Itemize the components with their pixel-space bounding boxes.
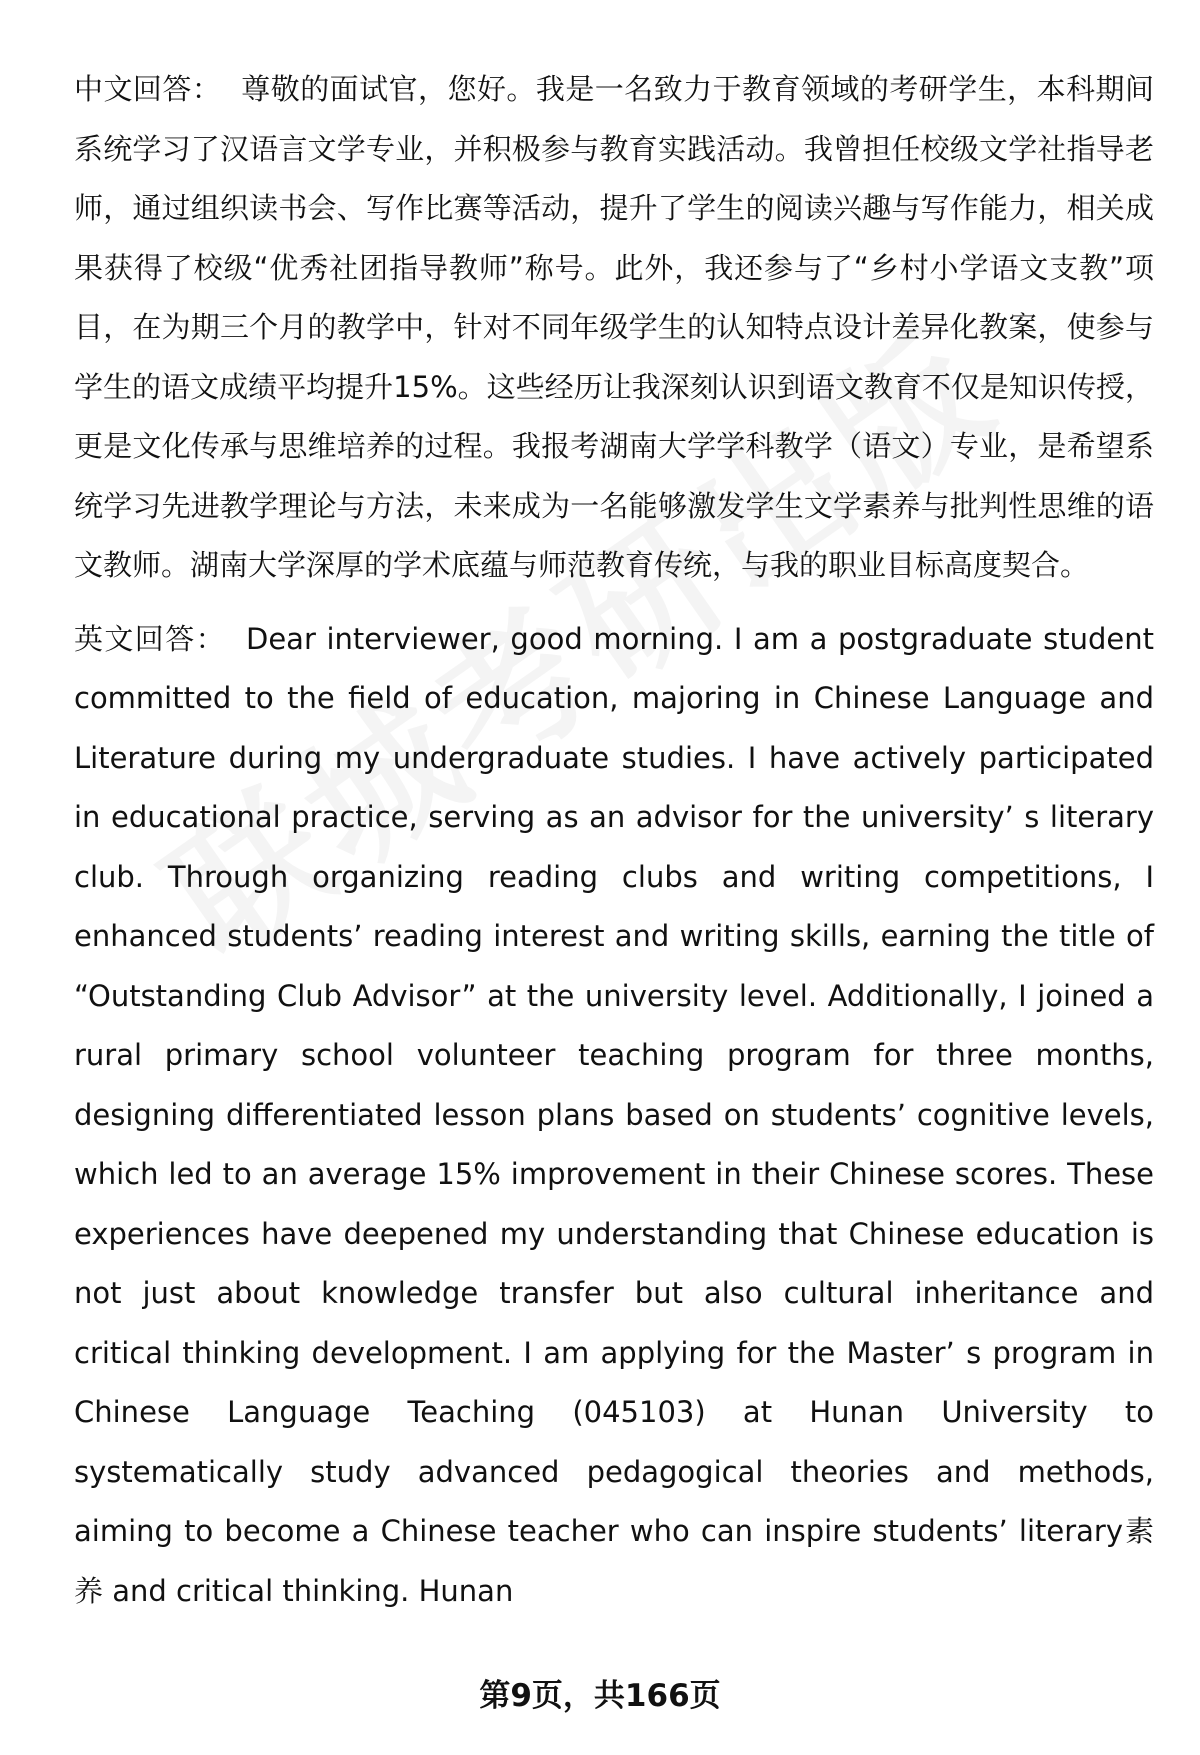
english-answer-paragraph: [74, 610, 1154, 1622]
chinese-answer-paragraph: [74, 60, 1154, 596]
english-answer-label: 英文回答：: [74, 621, 226, 656]
page-number: 第9页，共166页: [479, 1678, 721, 1714]
chinese-answer-label: 中文回答：: [74, 72, 222, 106]
english-answer-text: Dear interviewer, good morning. I am a postgraduate student committed to the field of education, majoring in Chinese Language and Literature during my undergraduate studies. I have actively participated in educational practice, serving as an advisor for the university’ s literary club. Through organizing reading clubs and writing competitions, I enhanced students’ reading interest and writing skills, earning the title of “Outstanding Club Advisor” at the university level. Additionally, I joined a rural primary school volunteer teaching program for three months, designing differentiated lesson plans based on students’ cognitive levels, which led to an average 15% improvement in their Chinese scores. These experiences have deepened my understanding that Chinese education is not just about knowledge transfer but also cultural inheritance and critical thinking development. I am applying for the Master’ s program in Chinese Language Teaching (045103) at Hunan University to systematically study advanced pedagogical theories and methods, aiming to become a Chinese teacher who can inspire students’ literary素养 and critical thinking. Hunan: [74, 621, 1154, 1608]
chinese-answer-text: 尊敬的面试官，您好。我是一名致力于教育领域的考研学生，本科期间系统学习了汉语言文学专业，并积极参与教育实践活动。我曾担任校级文学社指导老师，通过组织读书会、写作比赛等活动，提升了学生的阅读兴趣与写作能力，相关成果获得了校级“优秀社团指导教师”称号。此外，我还参与了“乡村小学语文支教”项目，在为期三个月的教学中，针对不同年级学生的认知特点设计差异化教案，使参与学生的语文成绩平均提升15%。这些经历让我深刻认识到语文教育不仅是知识传授，更是文化传承与思维培养的过程。我报考湖南大学学科教学（语文）专业，是希望系统学习先进教学理论与方法，未来成为一名能够激发学生文学素养与批判性思维的语文教师。湖南大学深厚的学术底蕴与师范教育传统，与我的职业目标高度契合。: [74, 72, 1154, 582]
page-content: [74, 60, 1154, 1621]
